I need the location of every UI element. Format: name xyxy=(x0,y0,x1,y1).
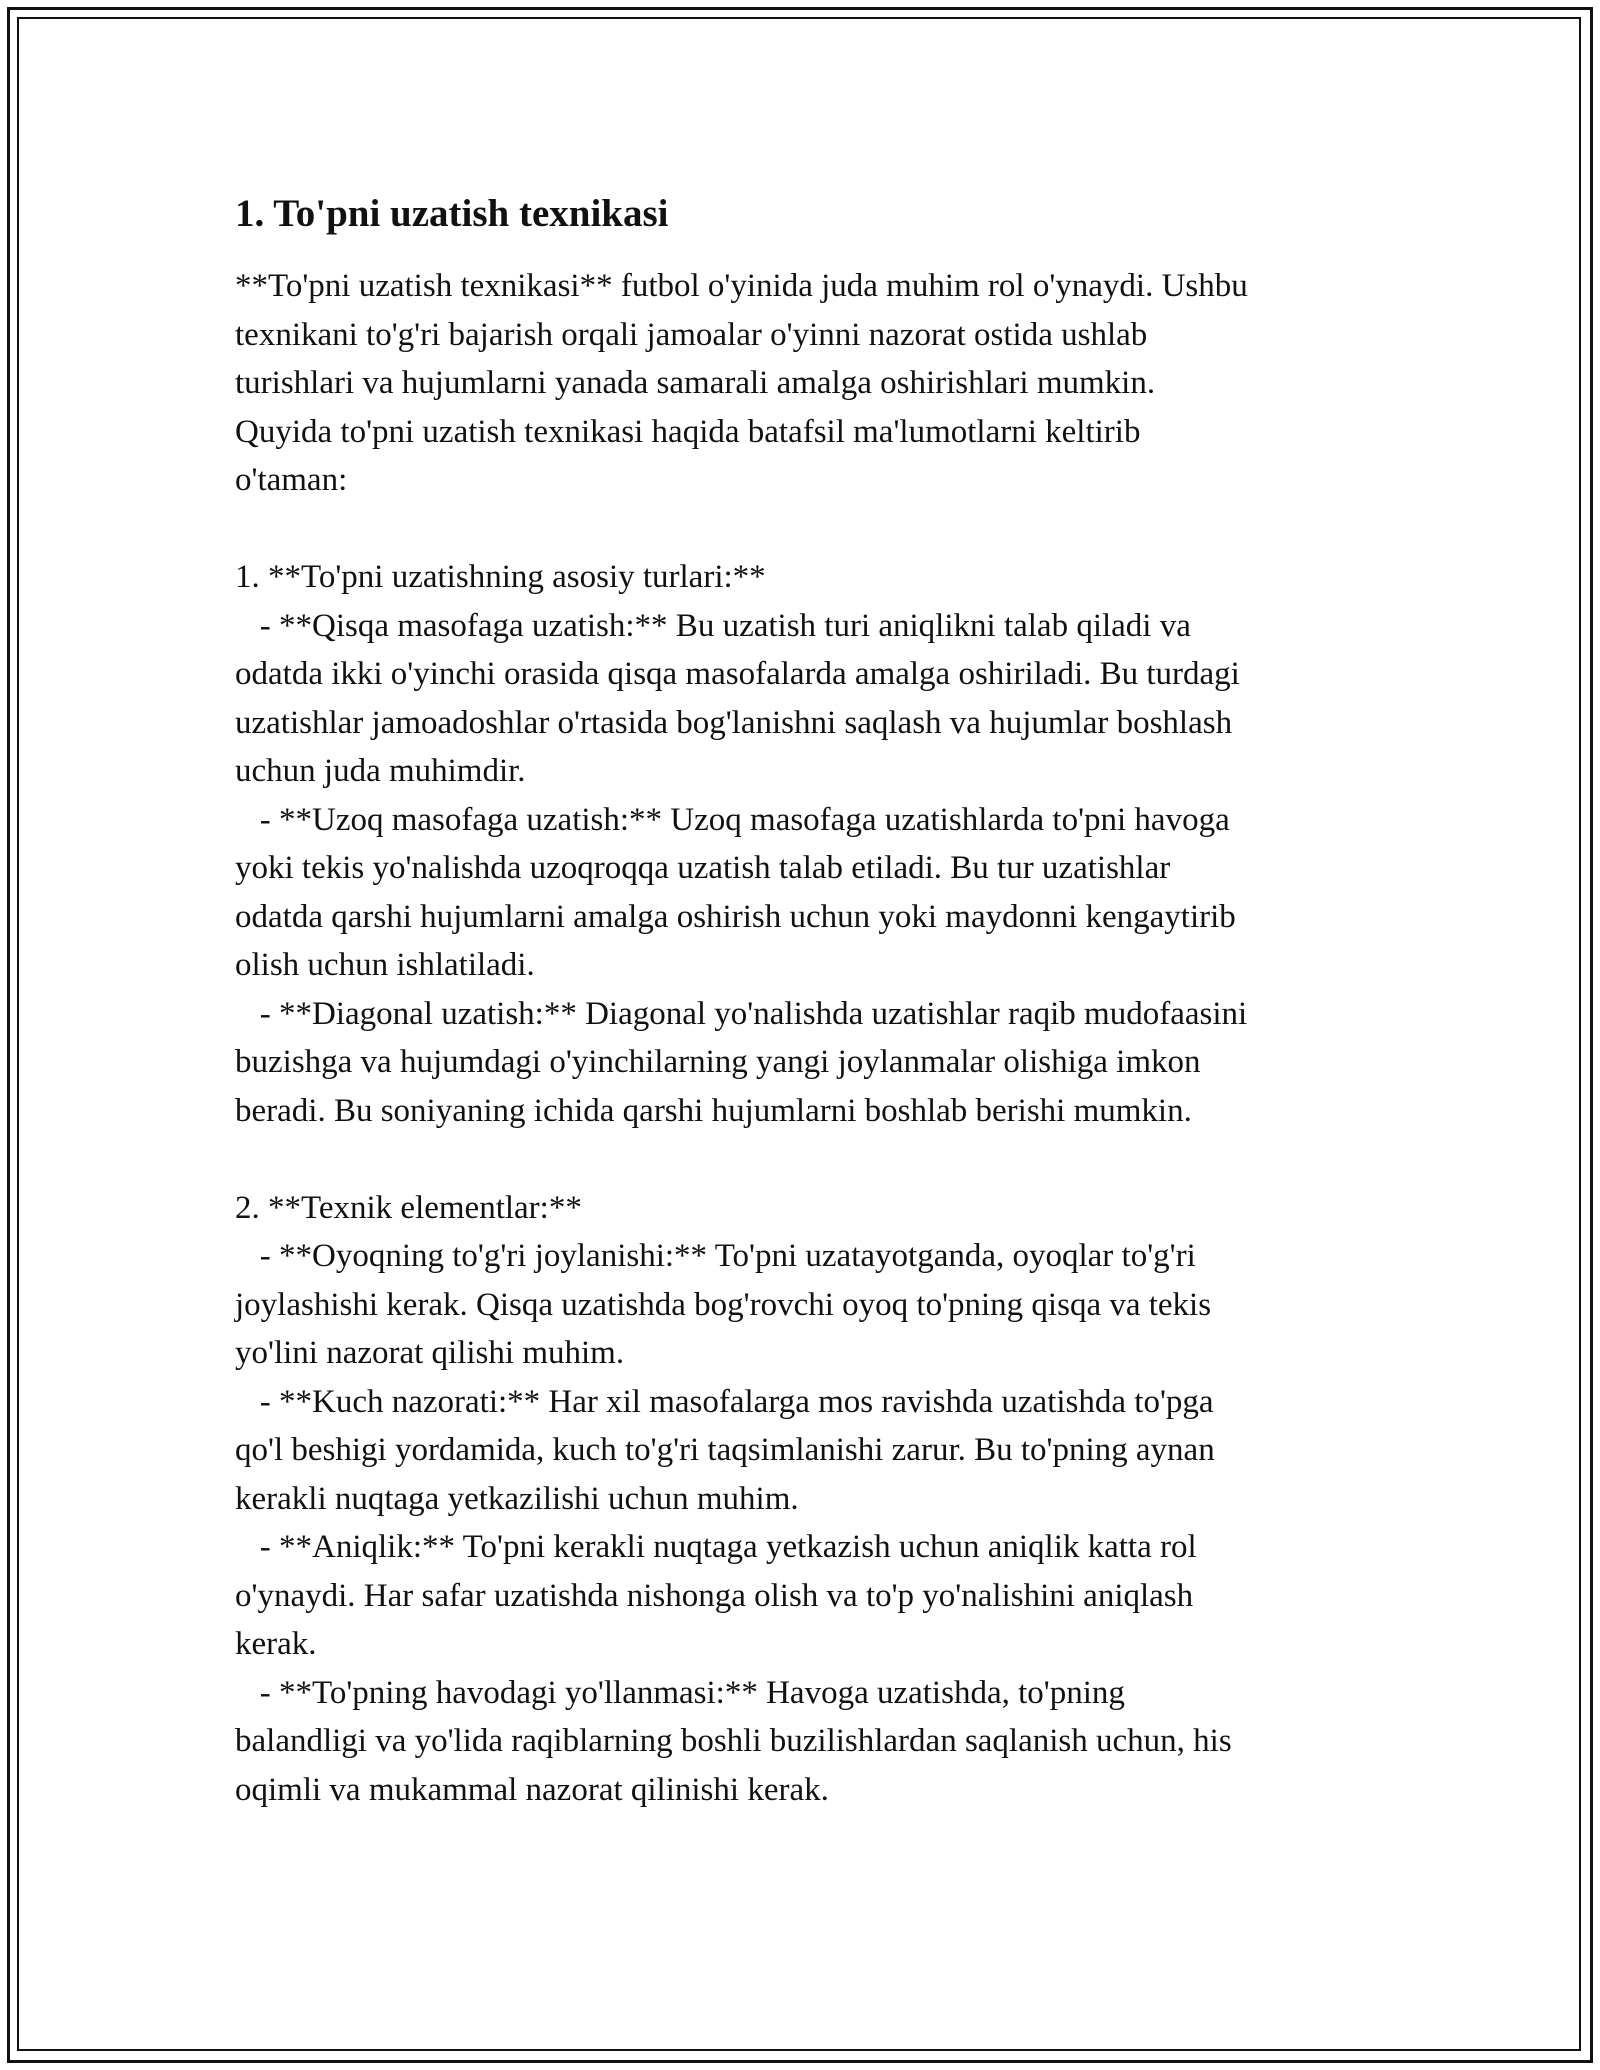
text-line: kerak. xyxy=(235,1626,317,1662)
intro-paragraph xyxy=(235,262,1375,505)
text-line: Quyida to'pni uzatish texnikasi haqida batafsil ma'lumotlarni keltirib xyxy=(235,413,1141,450)
text-line: yoki tekis yo'nalishda uzoqroqqa uzatish talab etiladi. Bu tur uzatishlar xyxy=(235,850,1171,886)
text-line: beradi. Bu soniyaning ichida qarshi hujumlarni boshlab berishi mumkin. xyxy=(235,1092,1192,1129)
text-line: turishlari va hujumlarni yanada samarali amalga oshirishlari mumkin. xyxy=(235,365,1156,401)
list-item-line: - **Uzoq masofaga uzatish:** Uzoq masofaga uzatishlarda to'pni havoga xyxy=(235,801,1230,838)
text-line: balandligi va yo'lida raqiblarning boshli buzilishlardan saqlanish uchun, his xyxy=(235,1723,1232,1759)
section-heading-line: 2. **Texnik elementlar:** xyxy=(235,1189,582,1226)
text-line: yo'lini nazorat qilishi muhim. xyxy=(235,1335,625,1371)
text-line: odatda qarshi hujumlarni amalga oshirish uchun yoki maydonni kengaytirib xyxy=(235,898,1236,935)
text-line: buzishga va hujumdagi o'yinchilarning yangi joylanmalar olishiga imkon xyxy=(235,1044,1201,1080)
document-title: 1. To'pni uzatish texnikasi xyxy=(235,192,669,235)
text-line: kerakli nuqtaga yetkazilishi uchun muhim. xyxy=(235,1480,799,1517)
text-line: oqimli va mukammal nazorat qilinishi kerak. xyxy=(235,1771,829,1808)
section-pass-types xyxy=(235,553,1375,1135)
text-line: joylashishi kerak. Qisqa uzatishda bog'rovchi oyoq to'pning qisqa va tekis xyxy=(235,1286,1212,1323)
text-line: texnikani to'g'ri bajarish orqali jamoalar o'yinni nazorat ostida ushlab xyxy=(235,316,1148,353)
text-line: olish uchun ishlatiladi. xyxy=(235,947,535,983)
list-item-line: - **Oyoqning to'g'ri joylanishi:** To'pni uzatayotganda, oyoqlar to'g'ri xyxy=(235,1238,1196,1274)
list-item-line: - **Aniqlik:** To'pni kerakli nuqtaga yetkazish uchun aniqlik katta rol xyxy=(235,1529,1197,1565)
text-line: uzatishlar jamoadoshlar o'rtasida bog'lanishni saqlash va hujumlar boshlash xyxy=(235,704,1233,741)
list-item-line: - **Qisqa masofaga uzatish:** Bu uzatish turi aniqlikni talab qiladi va xyxy=(235,607,1191,644)
text-line: o'taman: xyxy=(235,462,348,498)
document-body xyxy=(235,186,1375,1814)
text-line: **To'pni uzatish texnikasi** futbol o'yinida juda muhim rol o'ynaydi. Ushbu xyxy=(235,268,1248,304)
list-item-line: - **Kuch nazorati:** Har xil masofalarga mos ravishda uzatishda to'pga xyxy=(235,1383,1214,1420)
text-line: odatda ikki o'yinchi orasida qisqa masofalarda amalga oshiriladi. Bu turdagi xyxy=(235,656,1240,692)
text-line: qo'l beshigi yordamida, kuch to'g'ri taqsimlanishi zarur. Bu to'pning aynan xyxy=(235,1432,1215,1468)
paragraph-spacer xyxy=(235,1135,1375,1184)
text-line: o'ynaydi. Har safar uzatishda nishonga olish va to'p yo'nalishini aniqlash xyxy=(235,1577,1194,1614)
list-item-line: - **To'pning havodagi yo'llanmasi:** Havoga uzatishda, to'pning xyxy=(235,1674,1125,1711)
section-technical-elements xyxy=(235,1184,1375,1815)
text-line: uchun juda muhimdir. xyxy=(235,753,526,789)
list-item-line: - **Diagonal uzatish:** Diagonal yo'nalishda uzatishlar raqib mudofaasini xyxy=(235,995,1248,1032)
section-heading-line: 1. **To'pni uzatishning asosiy turlari:** xyxy=(235,559,766,595)
paragraph-spacer xyxy=(235,505,1375,554)
